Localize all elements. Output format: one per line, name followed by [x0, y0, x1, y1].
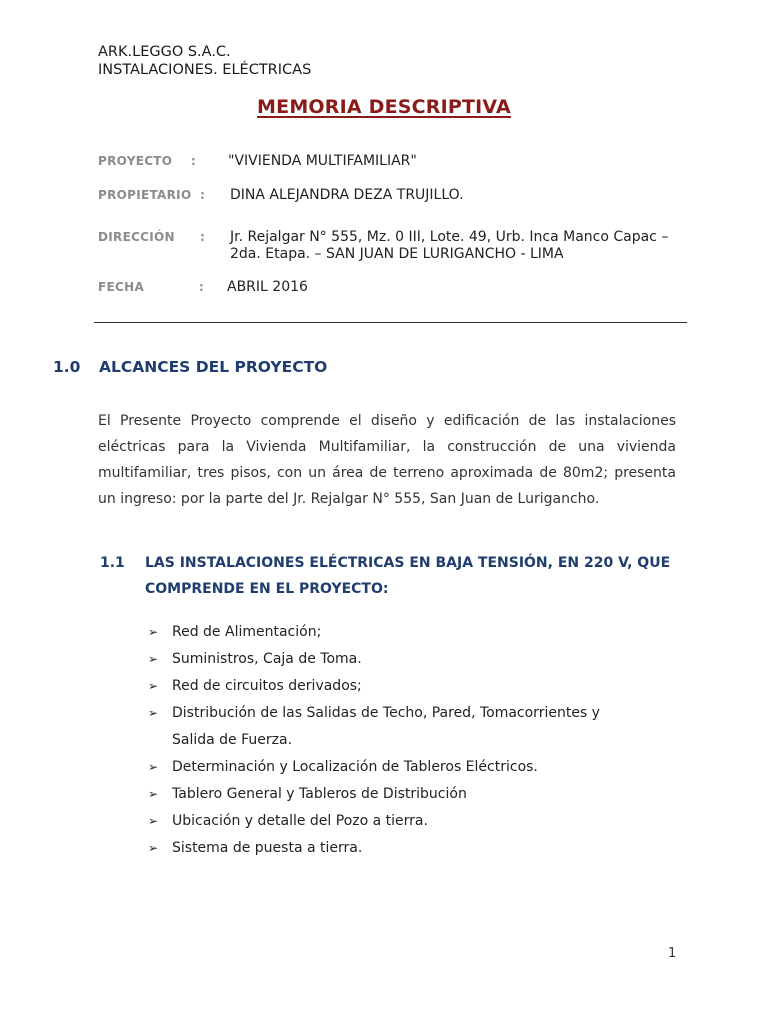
- list-item: [148, 808, 628, 835]
- list-item: [148, 646, 628, 673]
- list-item: [148, 835, 628, 862]
- list-item-text: Sistema de puesta a tierra.: [172, 840, 363, 856]
- direccion-value-line2: 2da. Etapa. – SAN JUAN DE LURIGANCHO - LIMA: [230, 246, 564, 262]
- direccion-value-line1: Jr. Rejalgar N° 555, Mz. 0 III, Lote. 49, Urb. Inca Manco Capac –: [230, 229, 669, 245]
- direccion-colon: :: [200, 230, 205, 244]
- page-number: 1: [668, 946, 677, 961]
- proyecto-value: "VIVIENDA MULTIFAMILIAR": [228, 153, 417, 169]
- list-item-text: Red de Alimentación;: [172, 624, 322, 640]
- list-item: [148, 673, 628, 700]
- list-item: [148, 781, 628, 808]
- fecha-colon: :: [199, 280, 204, 294]
- fecha-value: ABRIL 2016: [227, 279, 308, 295]
- arrow-bullet-icon: ➢: [148, 625, 159, 639]
- document-title: [0, 96, 768, 118]
- arrow-bullet-icon: ➢: [148, 841, 159, 855]
- propietario-label: PROPIETARIO: [98, 188, 192, 202]
- list-item-text: Distribución de las Salidas de Techo, Pared, Tomacorrientes y Salida de Fuerza.: [172, 705, 600, 748]
- list-item: [148, 754, 628, 781]
- list-item: [148, 619, 628, 646]
- section-number: 1.0: [53, 358, 81, 376]
- list-item-text: Suministros, Caja de Toma.: [172, 651, 362, 667]
- list-item-text: Ubicación y detalle del Pozo a tierra.: [172, 813, 428, 829]
- list-item-text: Red de circuitos derivados;: [172, 678, 362, 694]
- divider: [94, 322, 687, 323]
- section-title: ALCANCES DEL PROYECTO: [99, 358, 328, 376]
- section-paragraph: El Presente Proyecto comprende el diseño y edificación de las instalaciones eléctricas para la Vivienda Multifamiliar, la construcción de una vivienda multifamiliar, tres pisos, con un área de terreno aproximada de 80m2; presenta un ingreso: por la parte del Jr. Rejalgar N° 555, San Juan de Lurigancho.: [98, 413, 676, 507]
- proyecto-colon: :: [191, 154, 196, 168]
- arrow-bullet-icon: ➢: [148, 706, 159, 720]
- propietario-colon: :: [200, 188, 205, 202]
- arrow-bullet-icon: ➢: [148, 652, 159, 666]
- arrow-bullet-icon: ➢: [148, 760, 159, 774]
- arrow-bullet-icon: ➢: [148, 814, 159, 828]
- installation-items-list: [148, 619, 628, 862]
- document-header: [98, 43, 311, 79]
- document-title-text: MEMORIA DESCRIPTIVA: [257, 96, 511, 118]
- direccion-label: DIRECCIÓN: [98, 230, 175, 244]
- fecha-label: FECHA: [98, 280, 145, 294]
- subsection-number: 1.1: [100, 555, 125, 571]
- propietario-value: DINA ALEJANDRA DEZA TRUJILLO.: [230, 187, 464, 203]
- department-name: INSTALACIONES. ELÉCTRICAS: [98, 62, 312, 78]
- list-item-text: Tablero General y Tableros de Distribución: [172, 786, 467, 802]
- subsection-title: LAS INSTALACIONES ELÉCTRICAS EN BAJA TENSIÓN, EN 220 V, QUE COMPRENDE EN EL PROYECTO:: [145, 555, 671, 597]
- proyecto-label: PROYECTO: [98, 154, 173, 168]
- arrow-bullet-icon: ➢: [148, 787, 159, 801]
- list-item-text: Determinación y Localización de Tableros Eléctricos.: [172, 759, 538, 775]
- company-name: ARK.LEGGO S.A.C.: [98, 44, 231, 60]
- arrow-bullet-icon: ➢: [148, 679, 159, 693]
- list-item: [148, 700, 602, 754]
